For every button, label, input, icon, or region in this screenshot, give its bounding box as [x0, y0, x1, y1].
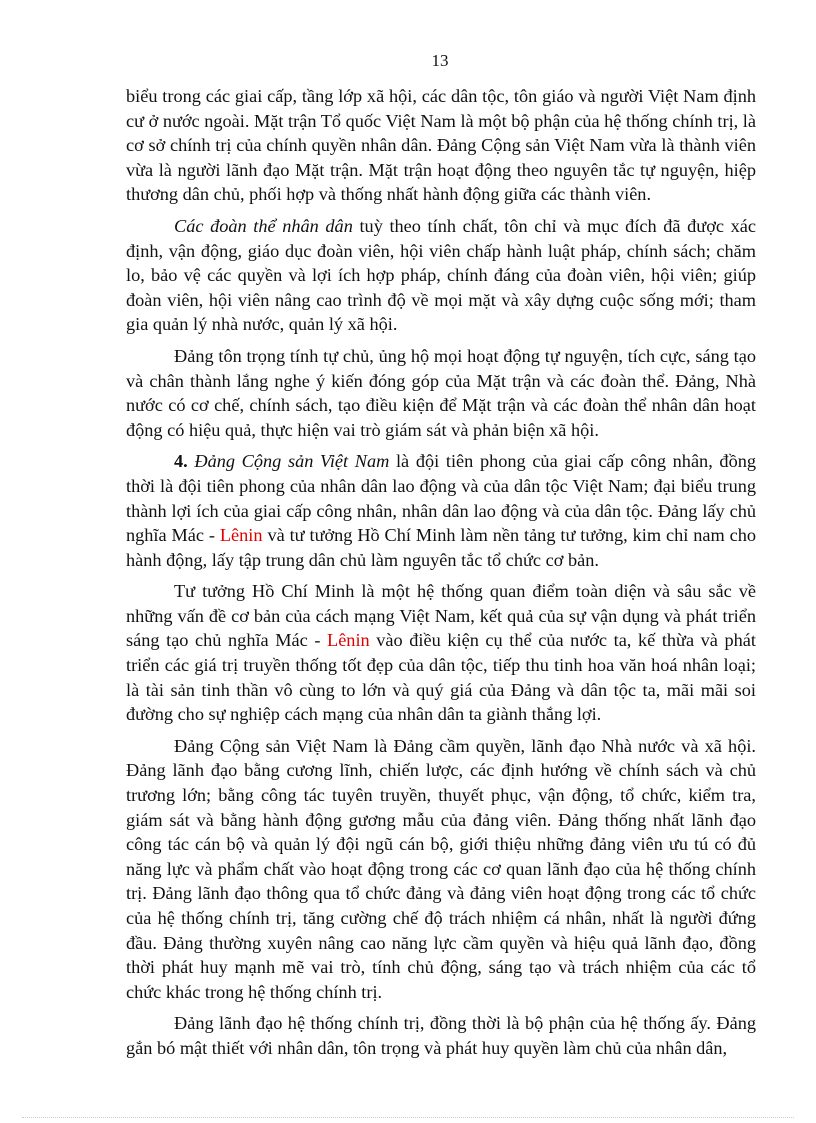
paragraph-mat-tran	[126, 84, 756, 207]
paragraph-tu-tuong	[126, 579, 756, 727]
paragraph-text: và tư tưởng Hồ Chí Minh làm nền tảng tư tưởng, kim chỉ nam cho hành động, lấy tập trung dân chủ làm nguyên tắc tổ chức cơ bản.	[126, 525, 756, 570]
section-number: 4.	[174, 451, 195, 472]
page-number: 13	[431, 51, 449, 70]
italic-term: Các đoàn thể nhân dân	[174, 215, 353, 236]
italic-term: Đảng Cộng sản Việt Nam	[194, 451, 390, 472]
paragraph-text: Đảng lãnh đạo hệ thống chính trị, đồng thời là bộ phận của hệ thống ấy. Đảng gắn bó mật thiết với nhân dân, tôn trọng và phát huy quyền làm chủ của nhân dân,	[126, 1013, 756, 1058]
paragraph-text: tuỳ theo tính chất, tôn chỉ và mục đích đã được xác định, vận động, giáo dục đoàn viên, hội viên chấp hành luật pháp, chính sách; chăm lo, bảo vệ các quyền và lợi ích hợp pháp, chính đáng của đoàn viên, hội viên; giúp đoàn viên, hội viên nâng cao trình độ về mọi mặt và xây dựng cuộc sống mới; tham gia quản lý nhà nước, quản lý xã hội.	[126, 215, 756, 335]
paragraph-dang-lanh-dao	[126, 1011, 756, 1060]
paragraph-text: vào điều kiện cụ thể của nước ta, kế thừa và phát triển các giá trị truyền thống tốt đẹp của dân tộc, tiếp thu tinh hoa văn hoá nhân loại; là tài sản tinh thần vô cùng to lớn và quý giá của Đảng và dân tộc ta, mãi mãi soi đường cho sự nghiệp cách mạng của nhân dân ta giành thắng lợi.	[126, 630, 756, 725]
lenin-link-text: Lênin	[327, 630, 370, 651]
paragraph-dang-cam-quyen	[126, 734, 756, 1005]
paragraph-text: Tư tưởng Hồ Chí Minh là một hệ thống quan điểm toàn diện và sâu sắc về những vấn đề cơ bản của cách mạng Việt Nam, kết quả của sự vận dụng và phát triển sáng tạo chủ nghĩa Mác -	[126, 581, 756, 651]
document-body	[126, 84, 756, 1068]
page-bottom-divider	[22, 1117, 794, 1118]
paragraph-text: Đảng tôn trọng tính tự chủ, ủng hộ mọi hoạt động tự nguyện, tích cực, sáng tạo và chân thành lắng nghe ý kiến đóng góp của Mặt trận và các đoàn thể. Đảng, Nhà nước có cơ chế, chính sách, tạo điều kiện để Mặt trận và các đoàn thể nhân dân hoạt động có hiệu quả, thực hiện vai trò giám sát và phản biện xã hội.	[126, 345, 756, 440]
paragraph-section-4	[126, 449, 756, 572]
paragraph-text: là đội tiên phong của giai cấp công nhân, đồng thời là đội tiên phong của nhân dân lao động và của dân tộc Việt Nam; đại biểu trung thành lợi ích của giai cấp công nhân, nhân dân lao động và của dân tộc. Đảng lấy chủ nghĩa Mác -	[126, 451, 756, 546]
paragraph-dang-ton-trong	[126, 344, 756, 442]
lenin-link-text: Lênin	[219, 525, 263, 546]
paragraph-text: biểu trong các giai cấp, tầng lớp xã hội, các dân tộc, tôn giáo và người Việt Nam định cư ở nước ngoài. Mặt trận Tổ quốc Việt Nam là một bộ phận của hệ thống chính trị, là cơ sở chính trị của chính quyền nhân dân. Đảng Cộng sản Việt Nam vừa là thành viên vừa là người lãnh đạo Mặt trận. Mặt trận hoạt động theo nguyên tắc tự nguyện, hiệp thương dân chủ, phối hợp và thống nhất hành động giữa các thành viên.	[126, 86, 756, 205]
paragraph-text: Đảng Cộng sản Việt Nam là Đảng cầm quyền, lãnh đạo Nhà nước và xã hội. Đảng lãnh đạo bằng cương lĩnh, chiến lược, các định hướng về chính sách và chủ trương lớn; bằng công tác tuyên truyền, thuyết phục, vận động, tổ chức, kiểm tra, giám sát và bằng hành động gương mẫu của đảng viên. Đảng thống nhất lãnh đạo công tác cán bộ và quản lý đội ngũ cán bộ, giới thiệu những đảng viên ưu tú có đủ năng lực và phẩm chất vào hoạt động trong các cơ quan lãnh đạo của hệ thống chính trị. Đảng lãnh đạo thông qua tổ chức đảng và đảng viên hoạt động trong các tổ chức của hệ thống chính trị, tăng cường chế độ trách nhiệm cá nhân, nhất là người đứng đầu. Đảng thường xuyên nâng cao năng lực cầm quyền và hiệu quả lãnh đạo, đồng thời phát huy mạnh mẽ vai trò, tính chủ động, sáng tạo và trách nhiệm của các tổ chức khác trong hệ thống chính trị.	[126, 735, 756, 1002]
paragraph-doan-the	[126, 214, 756, 337]
